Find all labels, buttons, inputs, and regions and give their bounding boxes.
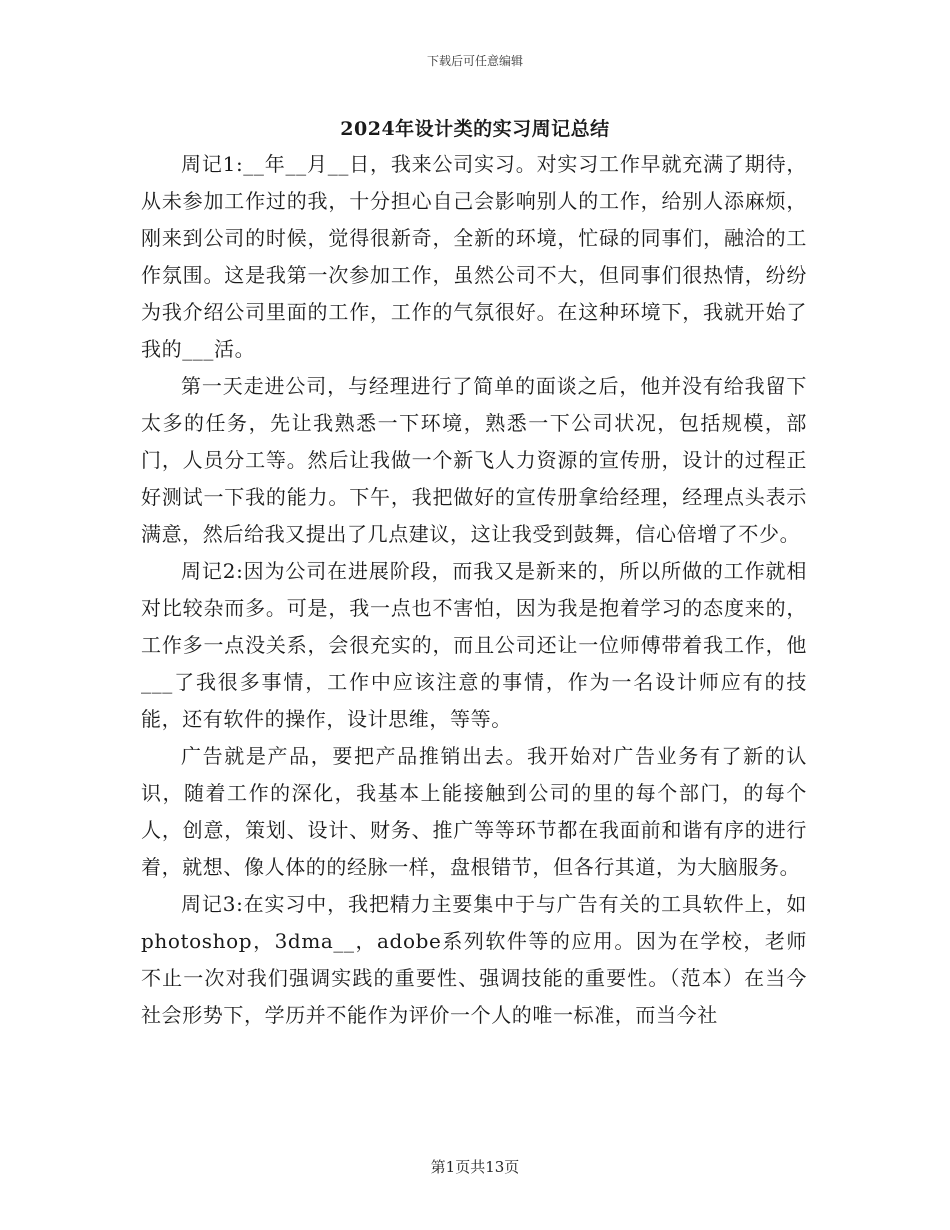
paragraph: 广告就是产品，要把产品推销出去。我开始对广告业务有了新的认识，随着工作的深化，我基本上能接触到公司的里的每个部门，的每个人，创意，策划、设计、财务、推广等等环节都在我面前和谐有序的进行着，就想、像人体的的经脉一样，盘根错节，但各行其道，为大脑服务。 (141, 744, 807, 879)
document-body (141, 146, 807, 1034)
paragraph: 周记3:在实习中，我把精力主要集中于与广告有关的工具软件上，如photoshop，3dma__，adobe系列软件等的应用。因为在学校，老师不止一次对我们强调实践的重要性、强调技能的重要性。（范本）在当今社会形势下，学历并不能作为评价一个人的唯一标准，而当今社 (141, 892, 807, 1027)
paragraph: 周记1:__年__月__日，我来公司实习。对实习工作早就充满了期待，从未参加工作过的我，十分担心自己会影响别人的工作，给别人添麻烦，刚来到公司的时候，觉得很新奇，全新的环境，忙碌的同事们，融洽的工作氛围。这是我第一次参加工作，虽然公司不大，但同事们很热情，纷纷为我介绍公司里面的工作，工作的气氛很好。在这种环境下，我就开始了我的___活。 (141, 152, 807, 361)
page-header: 下载后可任意编辑 (426, 54, 523, 68)
page-number: 第1页共13页 (430, 1158, 520, 1176)
paragraph: 周记2:因为公司在进展阶段，而我又是新来的，所以所做的工作就相对比较杂而多。可是，我一点也不害怕，因为我是抱着学习的态度来的，工作多一点没关系，会很充实的，而且公司还让一位师傅带着我工作，他___了我很多事情，工作中应该注意的事情，作为一名设计师应有的技能，还有软件的操作，设计思维，等等。 (141, 559, 807, 731)
paragraph: 第一天走进公司，与经理进行了简单的面谈之后，他并没有给我留下太多的任务，先让我熟悉一下环境，熟悉一下公司状况，包括规模，部门，人员分工等。然后让我做一个新飞人力资源的宣传册，设计的过程正好测试一下我的能力。下午，我把做好的宣传册拿给经理，经理点头表示满意，然后给我又提出了几点建议，这让我受到鼓舞，信心倍增了不少。 (141, 374, 807, 546)
document-title: 2024年设计类的实习周记总结 (340, 118, 610, 140)
